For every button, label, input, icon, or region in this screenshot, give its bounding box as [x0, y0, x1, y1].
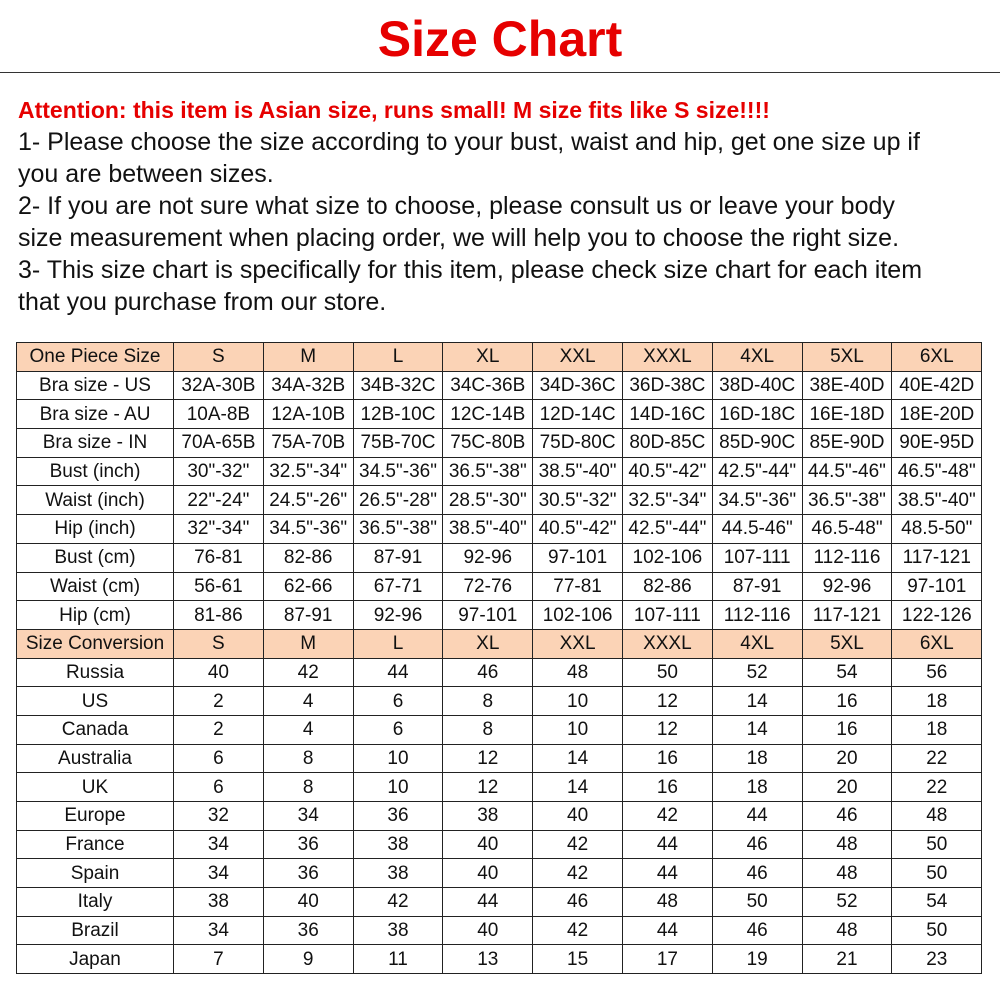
note-line: size measurement when placing order, we will help you to choose the right size.	[18, 224, 900, 252]
table-cell: 40E-42D	[892, 371, 982, 400]
table-cell: 38.5"-40"	[533, 457, 623, 486]
table-cell: 48	[622, 888, 712, 917]
table-cell: 4	[263, 715, 353, 744]
table-cell: 32	[174, 802, 264, 831]
table-cell: 34	[174, 916, 264, 945]
table-cell: 15	[533, 945, 623, 974]
table-cell: 16	[802, 687, 892, 716]
row-label-cell: Canada	[17, 715, 174, 744]
table-cell: 16	[622, 773, 712, 802]
table-cell: 24.5"-26"	[263, 486, 353, 515]
table-cell: 42	[263, 658, 353, 687]
table-cell: 38	[443, 802, 533, 831]
header-size-cell: 5XL	[802, 629, 892, 658]
table-cell: 52	[712, 658, 802, 687]
table-cell: 10	[533, 687, 623, 716]
table-cell: 10	[353, 773, 443, 802]
table-cell: 44	[353, 658, 443, 687]
attention-note: Attention: this item is Asian size, runs small! M size fits like S size!!!!	[18, 97, 770, 123]
table-cell: 8	[443, 715, 533, 744]
row-label-cell: Japan	[17, 945, 174, 974]
table-cell: 19	[712, 945, 802, 974]
table-header-row	[17, 343, 982, 372]
table-cell: 36	[263, 916, 353, 945]
table-cell: 48	[802, 859, 892, 888]
table-cell: 50	[892, 859, 982, 888]
page-title: Size Chart	[377, 11, 623, 67]
table-cell: 40	[443, 859, 533, 888]
header-size-cell: XXXL	[622, 343, 712, 372]
table-cell: 23	[892, 945, 982, 974]
table-row	[17, 486, 982, 515]
table-cell: 32.5"-34"	[622, 486, 712, 515]
table-cell: 21	[802, 945, 892, 974]
table-row	[17, 601, 982, 630]
table-cell: 117-121	[892, 543, 982, 572]
note-line: 1- Please choose the size according to your bust, waist and hip, get one size up if	[18, 128, 920, 156]
table-cell: 97-101	[892, 572, 982, 601]
row-label-cell: Waist (inch)	[17, 486, 174, 515]
table-cell: 40	[263, 888, 353, 917]
table-cell: 44	[712, 802, 802, 831]
table-cell: 2	[174, 687, 264, 716]
table-cell: 34D-36C	[533, 371, 623, 400]
table-row	[17, 687, 982, 716]
table-cell: 112-116	[802, 543, 892, 572]
table-cell: 102-106	[622, 543, 712, 572]
table-cell: 36D-38C	[622, 371, 712, 400]
table-cell: 50	[622, 658, 712, 687]
table-cell: 44.5-46"	[712, 515, 802, 544]
table-cell: 6	[174, 773, 264, 802]
table-cell: 50	[892, 830, 982, 859]
table-cell: 46	[533, 888, 623, 917]
header-size-cell: S	[174, 343, 264, 372]
table-cell: 117-121	[802, 601, 892, 630]
header-size-cell: M	[263, 343, 353, 372]
table-cell: 36	[263, 859, 353, 888]
header-label-cell: One Piece Size	[17, 343, 174, 372]
table-cell: 42	[533, 830, 623, 859]
table-cell: 42	[533, 859, 623, 888]
table-cell: 107-111	[712, 543, 802, 572]
table-cell: 38	[353, 830, 443, 859]
table-cell: 38	[353, 859, 443, 888]
table-cell: 6	[174, 744, 264, 773]
table-cell: 85D-90C	[712, 429, 802, 458]
table-cell: 122-126	[892, 601, 982, 630]
table-cell: 87-91	[263, 601, 353, 630]
header-size-cell: 4XL	[712, 343, 802, 372]
table-row	[17, 773, 982, 802]
table-cell: 102-106	[533, 601, 623, 630]
table-row	[17, 744, 982, 773]
table-cell: 92-96	[443, 543, 533, 572]
table-cell: 90E-95D	[892, 429, 982, 458]
table-cell: 8	[263, 773, 353, 802]
header-size-cell: 6XL	[892, 629, 982, 658]
table-cell: 48	[533, 658, 623, 687]
table-cell: 18	[892, 687, 982, 716]
table-cell: 92-96	[802, 572, 892, 601]
row-label-cell: Waist (cm)	[17, 572, 174, 601]
table-cell: 48	[802, 916, 892, 945]
table-cell: 8	[263, 744, 353, 773]
table-cell: 82-86	[263, 543, 353, 572]
table-cell: 14D-16C	[622, 400, 712, 429]
table-cell: 50	[712, 888, 802, 917]
table-cell: 34	[263, 802, 353, 831]
table-cell: 38.5"-40"	[892, 486, 982, 515]
header-size-cell: S	[174, 629, 264, 658]
table-cell: 48	[892, 802, 982, 831]
table-cell: 75B-70C	[353, 429, 443, 458]
row-label-cell: Brazil	[17, 916, 174, 945]
table-cell: 76-81	[174, 543, 264, 572]
table-cell: 44	[622, 916, 712, 945]
table-cell: 42.5"-44"	[622, 515, 712, 544]
table-row	[17, 715, 982, 744]
table-cell: 4	[263, 687, 353, 716]
header-size-cell: L	[353, 629, 443, 658]
table-cell: 22	[892, 744, 982, 773]
header-size-cell: 4XL	[712, 629, 802, 658]
table-row	[17, 658, 982, 687]
table-cell: 30"-32"	[174, 457, 264, 486]
table-cell: 46	[712, 859, 802, 888]
row-label-cell: US	[17, 687, 174, 716]
header-size-cell: L	[353, 343, 443, 372]
table-cell: 87-91	[712, 572, 802, 601]
table-cell: 18	[712, 773, 802, 802]
table-cell: 46	[443, 658, 533, 687]
table-cell: 36	[263, 830, 353, 859]
table-cell: 12C-14B	[443, 400, 533, 429]
table-cell: 32A-30B	[174, 371, 264, 400]
table-cell: 80D-85C	[622, 429, 712, 458]
table-cell: 44	[622, 830, 712, 859]
table-cell: 42	[533, 916, 623, 945]
table-cell: 72-76	[443, 572, 533, 601]
table-cell: 12	[622, 687, 712, 716]
table-cell: 82-86	[622, 572, 712, 601]
table-cell: 34	[174, 830, 264, 859]
header-size-cell: 5XL	[802, 343, 892, 372]
table-cell: 40	[533, 802, 623, 831]
table-cell: 38	[353, 916, 443, 945]
table-cell: 32.5"-34"	[263, 457, 353, 486]
table-cell: 18	[892, 715, 982, 744]
header-size-cell: 6XL	[892, 343, 982, 372]
row-label-cell: Russia	[17, 658, 174, 687]
table-cell: 46	[712, 830, 802, 859]
table-cell: 50	[892, 916, 982, 945]
note-line: 3- This size chart is specifically for this item, please check size chart for each item	[18, 256, 923, 284]
table-cell: 67-71	[353, 572, 443, 601]
row-label-cell: Australia	[17, 744, 174, 773]
table-cell: 75D-80C	[533, 429, 623, 458]
table-cell: 32"-34"	[174, 515, 264, 544]
size-chart-table	[16, 342, 982, 974]
table-header-row	[17, 629, 982, 658]
table-cell: 46.5"-48"	[892, 457, 982, 486]
header-size-cell: XXL	[533, 343, 623, 372]
table-cell: 46.5-48"	[802, 515, 892, 544]
table-cell: 28.5"-30"	[443, 486, 533, 515]
table-row	[17, 572, 982, 601]
table-cell: 34A-32B	[263, 371, 353, 400]
table-row	[17, 888, 982, 917]
table-cell: 13	[443, 945, 533, 974]
table-row	[17, 429, 982, 458]
table-cell: 18E-20D	[892, 400, 982, 429]
table-cell: 42.5"-44"	[712, 457, 802, 486]
table-cell: 14	[712, 687, 802, 716]
table-cell: 14	[533, 773, 623, 802]
table-cell: 12	[443, 744, 533, 773]
table-cell: 48	[802, 830, 892, 859]
title-divider	[0, 72, 1000, 73]
table-cell: 6	[353, 687, 443, 716]
table-row	[17, 400, 982, 429]
table-cell: 36.5"-38"	[353, 515, 443, 544]
table-cell: 40	[443, 916, 533, 945]
table-cell: 36	[353, 802, 443, 831]
table-cell: 16E-18D	[802, 400, 892, 429]
row-label-cell: Hip (cm)	[17, 601, 174, 630]
table-cell: 85E-90D	[802, 429, 892, 458]
table-cell: 22"-24"	[174, 486, 264, 515]
table-row	[17, 859, 982, 888]
table-cell: 36.5"-38"	[802, 486, 892, 515]
table-cell: 38D-40C	[712, 371, 802, 400]
table-cell: 12	[622, 715, 712, 744]
table-cell: 54	[892, 888, 982, 917]
table-cell: 44	[443, 888, 533, 917]
table-row	[17, 916, 982, 945]
table-cell: 10	[353, 744, 443, 773]
table-cell: 97-101	[443, 601, 533, 630]
row-label-cell: France	[17, 830, 174, 859]
table-cell: 38.5"-40"	[443, 515, 533, 544]
table-cell: 40.5"-42"	[622, 457, 712, 486]
table-cell: 14	[712, 715, 802, 744]
header-size-cell: M	[263, 629, 353, 658]
table-row	[17, 830, 982, 859]
header-size-cell: XL	[443, 343, 533, 372]
table-cell: 12B-10C	[353, 400, 443, 429]
table-cell: 40	[174, 658, 264, 687]
table-cell: 34	[174, 859, 264, 888]
table-cell: 18	[712, 744, 802, 773]
row-label-cell: Bra size - AU	[17, 400, 174, 429]
row-label-cell: Bra size - IN	[17, 429, 174, 458]
table-cell: 10	[533, 715, 623, 744]
table-cell: 14	[533, 744, 623, 773]
table-row	[17, 945, 982, 974]
table-cell: 52	[802, 888, 892, 917]
row-label-cell: Bust (inch)	[17, 457, 174, 486]
table-cell: 34.5"-36"	[712, 486, 802, 515]
table-cell: 48.5-50"	[892, 515, 982, 544]
row-label-cell: UK	[17, 773, 174, 802]
table-cell: 70A-65B	[174, 429, 264, 458]
table-cell: 12D-14C	[533, 400, 623, 429]
table-cell: 20	[802, 744, 892, 773]
table-cell: 46	[802, 802, 892, 831]
row-label-cell: Europe	[17, 802, 174, 831]
table-cell: 40	[443, 830, 533, 859]
table-cell: 22	[892, 773, 982, 802]
table-cell: 34C-36B	[443, 371, 533, 400]
table-row	[17, 515, 982, 544]
table-cell: 81-86	[174, 601, 264, 630]
table-cell: 77-81	[533, 572, 623, 601]
row-label-cell: Bra size - US	[17, 371, 174, 400]
table-cell: 56	[892, 658, 982, 687]
notes-block	[18, 94, 986, 318]
table-cell: 75C-80B	[443, 429, 533, 458]
table-cell: 30.5"-32"	[533, 486, 623, 515]
note-line: 2- If you are not sure what size to choose, please consult us or leave your body	[18, 192, 895, 220]
table-cell: 17	[622, 945, 712, 974]
table-cell: 107-111	[622, 601, 712, 630]
table-row	[17, 457, 982, 486]
table-cell: 92-96	[353, 601, 443, 630]
table-row	[17, 543, 982, 572]
table-cell: 2	[174, 715, 264, 744]
table-cell: 8	[443, 687, 533, 716]
table-cell: 112-116	[712, 601, 802, 630]
table-cell: 38E-40D	[802, 371, 892, 400]
table-cell: 97-101	[533, 543, 623, 572]
table-cell: 44	[622, 859, 712, 888]
table-cell: 26.5"-28"	[353, 486, 443, 515]
table-cell: 46	[712, 916, 802, 945]
header-size-cell: XXL	[533, 629, 623, 658]
table-cell: 16D-18C	[712, 400, 802, 429]
note-line: that you purchase from our store.	[18, 288, 387, 316]
table-cell: 38	[174, 888, 264, 917]
table-cell: 6	[353, 715, 443, 744]
table-cell: 20	[802, 773, 892, 802]
header-size-cell: XXXL	[622, 629, 712, 658]
table-cell: 56-61	[174, 572, 264, 601]
table-cell: 16	[622, 744, 712, 773]
table-cell: 75A-70B	[263, 429, 353, 458]
row-label-cell: Italy	[17, 888, 174, 917]
row-label-cell: Spain	[17, 859, 174, 888]
header-size-cell: XL	[443, 629, 533, 658]
table-cell: 44.5"-46"	[802, 457, 892, 486]
table-cell: 42	[622, 802, 712, 831]
table-cell: 62-66	[263, 572, 353, 601]
table-cell: 34.5"-36"	[263, 515, 353, 544]
table-cell: 40.5"-42"	[533, 515, 623, 544]
table-cell: 42	[353, 888, 443, 917]
table-row	[17, 802, 982, 831]
table-cell: 36.5"-38"	[443, 457, 533, 486]
table-cell: 12	[443, 773, 533, 802]
table-cell: 10A-8B	[174, 400, 264, 429]
row-label-cell: Bust (cm)	[17, 543, 174, 572]
table-cell: 87-91	[353, 543, 443, 572]
table-cell: 11	[353, 945, 443, 974]
table-cell: 7	[174, 945, 264, 974]
table-row	[17, 371, 982, 400]
table-cell: 16	[802, 715, 892, 744]
note-line: you are between sizes.	[18, 160, 274, 188]
table-cell: 9	[263, 945, 353, 974]
table-cell: 12A-10B	[263, 400, 353, 429]
table-cell: 34.5"-36"	[353, 457, 443, 486]
table-cell: 34B-32C	[353, 371, 443, 400]
row-label-cell: Hip (inch)	[17, 515, 174, 544]
header-label-cell: Size Conversion	[17, 629, 174, 658]
table-cell: 54	[802, 658, 892, 687]
